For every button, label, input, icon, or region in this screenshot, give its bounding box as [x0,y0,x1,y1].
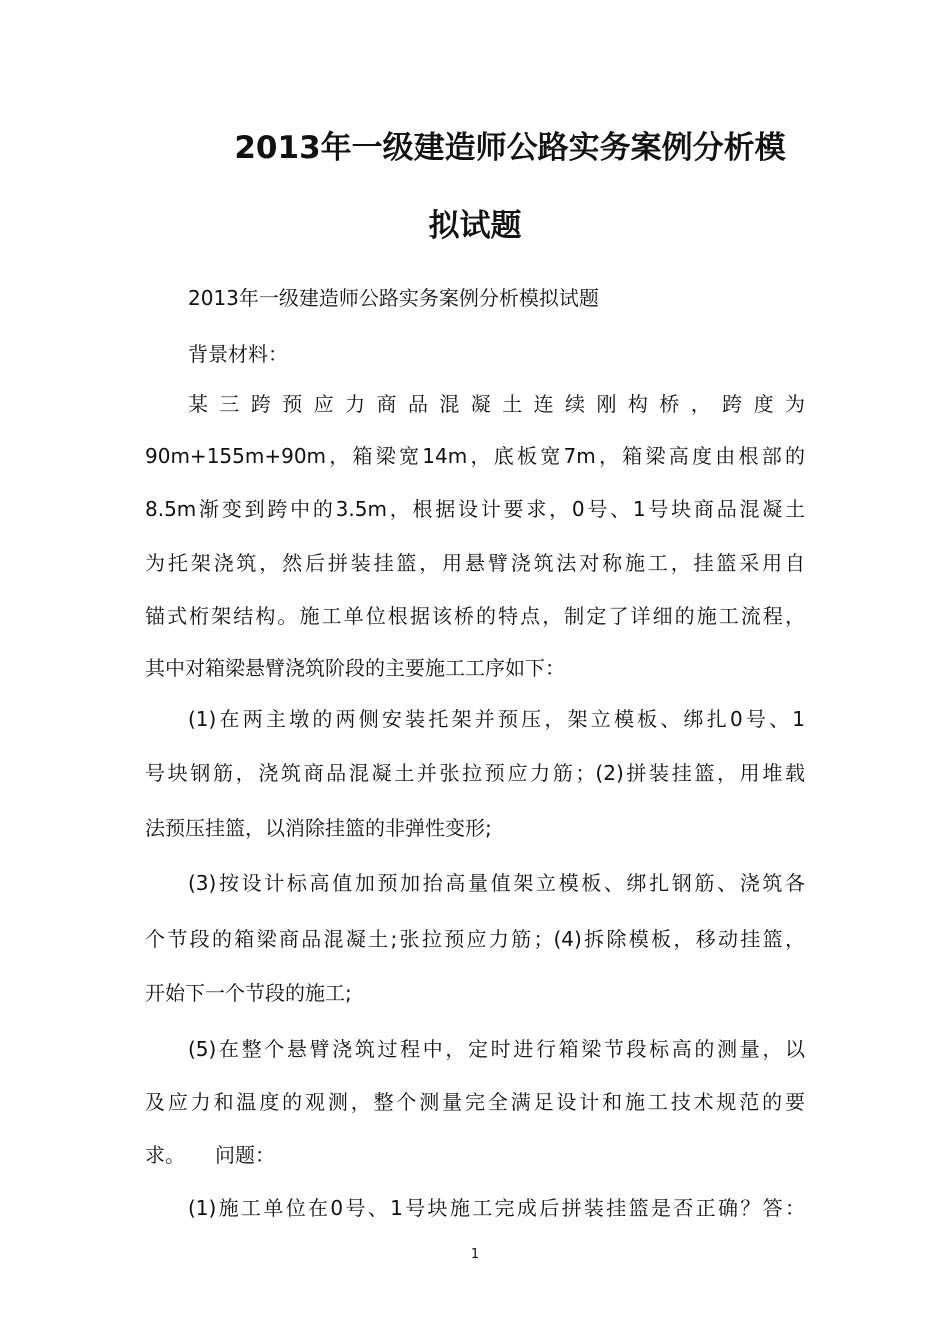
body-line: 90m+155m+90m，箱梁宽14m，底板宽7m，箱梁高度由根部的 [145,444,805,468]
document-title-line-1: 2013年一级建造师公路实务案例分析模 [234,130,786,166]
step-3-line: 个节段的箱梁商品混凝土;张拉预应力筋；(4)拆除模板，移动挂篮， [145,927,805,951]
document-title-line-2: 拟试题 [428,208,522,244]
body-line: 8.5m渐变到跨中的3.5m，根据设计要求，0号、1号块商品混凝土 [145,497,805,521]
page-number: 1 [470,1247,480,1262]
step-3-line: (3)按设计标高值加预加抬高量值架立模板、绑扎钢筋、浇筑各 [188,871,805,895]
step-1-line: 号块钢筋，浇筑商品混凝土并张拉预应力筋；(2)拼装挂篮，用堆载 [145,761,805,785]
body-line: 其中对箱梁悬臂浇筑阶段的主要施工工序如下： [145,656,565,680]
body-line: 为托架浇筑，然后拼装挂篮，用悬臂浇筑法对称施工，挂篮采用自 [145,551,805,575]
step-2-line: 法预压挂篮，以消除挂篮的非弹性变形; [145,816,492,840]
subtitle-paragraph: 2013年一级建造师公路实务案例分析模拟试题 [188,286,599,310]
step-5-line: 及应力和温度的观测，整个测量完全满足设计和施工技术规范的要 [145,1090,805,1114]
question-1-line: (1)施工单位在0号、1号块施工完成后拼装挂篮是否正确？答： [188,1196,805,1220]
step-5-line: (5)在整个悬臂浇筑过程中，定时进行箱梁节段标高的测量，以 [188,1037,805,1061]
body-line: 锚式桁架结构。施工单位根据该桥的特点，制定了详细的施工流程， [145,604,805,628]
question-heading-line: 求。 问题： [145,1143,275,1167]
step-1-line: (1)在两主墩的两侧安装托架并预压，架立模板、绑扎0号、1 [188,707,805,731]
step-4-line: 开始下一个节段的施工; [145,981,352,1005]
body-line: 某三跨预应力商品混凝土连续刚构桥，跨度为 [188,392,805,416]
background-heading: 背景材料： [188,342,288,366]
